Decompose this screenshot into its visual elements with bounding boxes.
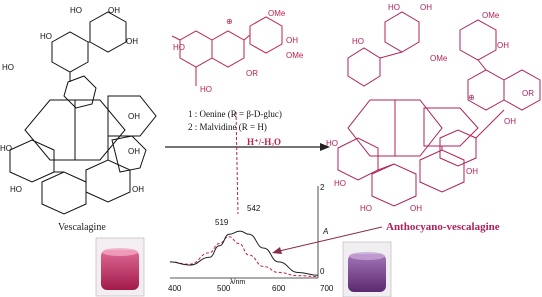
product-label: Anthocyano-vescalagine — [386, 221, 500, 233]
y-axis-label: A — [323, 227, 329, 236]
group-label: HO — [70, 6, 82, 15]
y-tick-bottom: 0 — [320, 267, 325, 276]
group-label: HO — [173, 43, 185, 52]
vial-left — [96, 238, 144, 296]
x-axis-label: λ/nm — [230, 279, 246, 286]
peak-519-label: 519 — [215, 218, 229, 227]
group-label: HO — [0, 144, 12, 153]
acid-condition-label: H⁺/-H₂O — [247, 137, 281, 147]
group-label: OH — [504, 117, 516, 126]
group-label: OH — [126, 37, 138, 46]
charge-label: ⊕ — [468, 93, 475, 102]
spectrum-plot — [170, 186, 318, 278]
group-label: OMe — [430, 54, 448, 63]
group-label: OMe — [268, 9, 286, 18]
y-tick-top: 2 — [320, 183, 325, 192]
group-label: OH — [128, 112, 140, 121]
group-label: OR — [246, 69, 258, 78]
group-label: HO — [326, 139, 338, 148]
x-tick-600: 600 — [272, 284, 286, 293]
vial-right — [343, 242, 391, 297]
group-label: OH — [466, 167, 478, 176]
group-label: HO — [200, 85, 212, 94]
x-tick-400: 400 — [168, 284, 182, 293]
group-label: OH — [420, 3, 432, 12]
group-label: OH — [128, 147, 140, 156]
charge-label: ⊕ — [226, 17, 233, 26]
group-label: OH — [108, 6, 120, 15]
group-label: OMe — [482, 11, 500, 20]
vescalagine-label: Vescalagine — [58, 222, 106, 233]
group-label: HO — [360, 204, 372, 213]
group-label: HO — [10, 185, 22, 194]
group-label: OH — [286, 36, 298, 45]
x-tick-500: 500 — [217, 284, 231, 293]
group-label: HO — [388, 3, 400, 12]
malvidine-label: 2 : Malvidine (R = H) — [188, 122, 267, 132]
group-label: OH — [132, 185, 144, 194]
group-label: HO — [352, 37, 364, 46]
peak-542-label: 542 — [247, 204, 261, 213]
spectrum-curve-solid — [170, 231, 318, 275]
group-label: OH — [497, 41, 509, 50]
spectrum-curve-dashed — [170, 237, 318, 277]
anthocyanin-structure — [172, 17, 282, 86]
product-structure — [338, 12, 540, 206]
group-label: OR — [522, 89, 534, 98]
oenine-label: 1 : Oenine (R = β-D-gluc) — [188, 109, 282, 119]
x-tick-700: 700 — [320, 284, 334, 293]
group-label: HO — [2, 63, 14, 72]
group-label: HO — [334, 179, 346, 188]
group-label: OMe — [286, 51, 304, 60]
group-label: OH — [410, 204, 422, 213]
group-label: HO — [40, 32, 52, 41]
